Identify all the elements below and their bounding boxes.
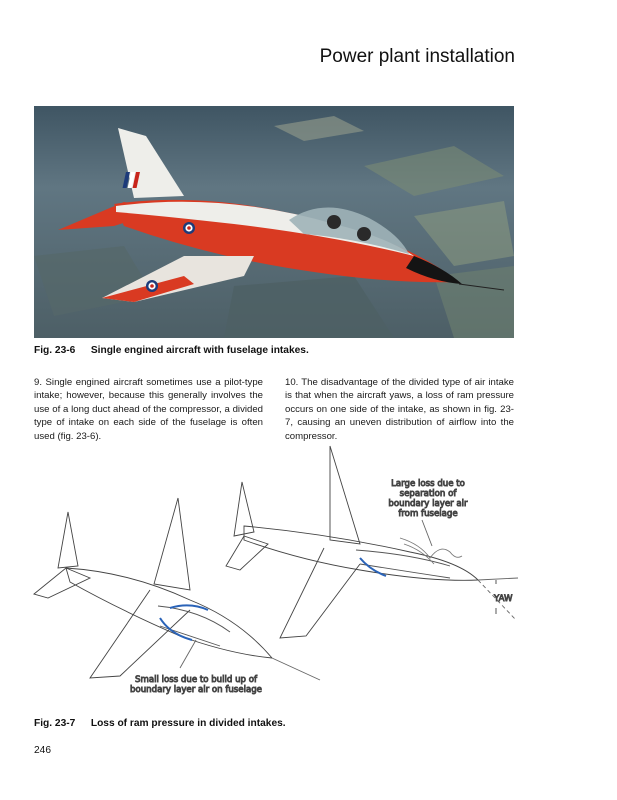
right-aircraft-drawing (226, 446, 518, 638)
intake-diagram (30, 440, 520, 708)
page-title: Power plant installation (319, 46, 515, 67)
figure1-caption (34, 345, 309, 356)
aircraft-photo (34, 106, 514, 338)
figure2-caption-text: Loss of ram pressure in divided intakes. (90, 718, 286, 729)
small-loss-label-line1: Small loss due to build up of (135, 675, 257, 685)
small-loss-label-line2: boundary layer air on fuselage (130, 685, 262, 695)
yaw-label: YAW (494, 594, 513, 604)
paragraph-9: 9. Single engined aircraft sometimes use a pilot-type intake; however, because this generally involves the use of a long duct ahead of the compressor, a divided type of intake on each side of the fuselage is often used (fig. 23-6). (34, 377, 263, 442)
large-loss-label-line2: separation of (399, 489, 457, 499)
large-loss-label-line4: from fuselage (398, 509, 458, 519)
large-loss-label-line3: boundary layer air (388, 499, 468, 509)
figure2-number: Fig. 23-7 (34, 718, 76, 729)
figure1-caption-text: Single engined aircraft with fuselage intakes. (90, 345, 309, 356)
left-aircraft-drawing (34, 498, 320, 680)
large-loss-label-line1: Large loss due to (391, 479, 465, 489)
figure1-number: Fig. 23-6 (34, 345, 76, 356)
paragraph-10: 10. The disadvantage of the divided type of air intake is that when the aircraft yaws, a loss of ram pressure occurs on one side of the intake, as shown in fig. 23-7, causing an uneven distribution of airflow into the compressor. (285, 377, 514, 442)
figure2-caption (34, 718, 286, 729)
aircraft-photo-image (34, 106, 514, 338)
page-number: 246 (34, 745, 51, 756)
